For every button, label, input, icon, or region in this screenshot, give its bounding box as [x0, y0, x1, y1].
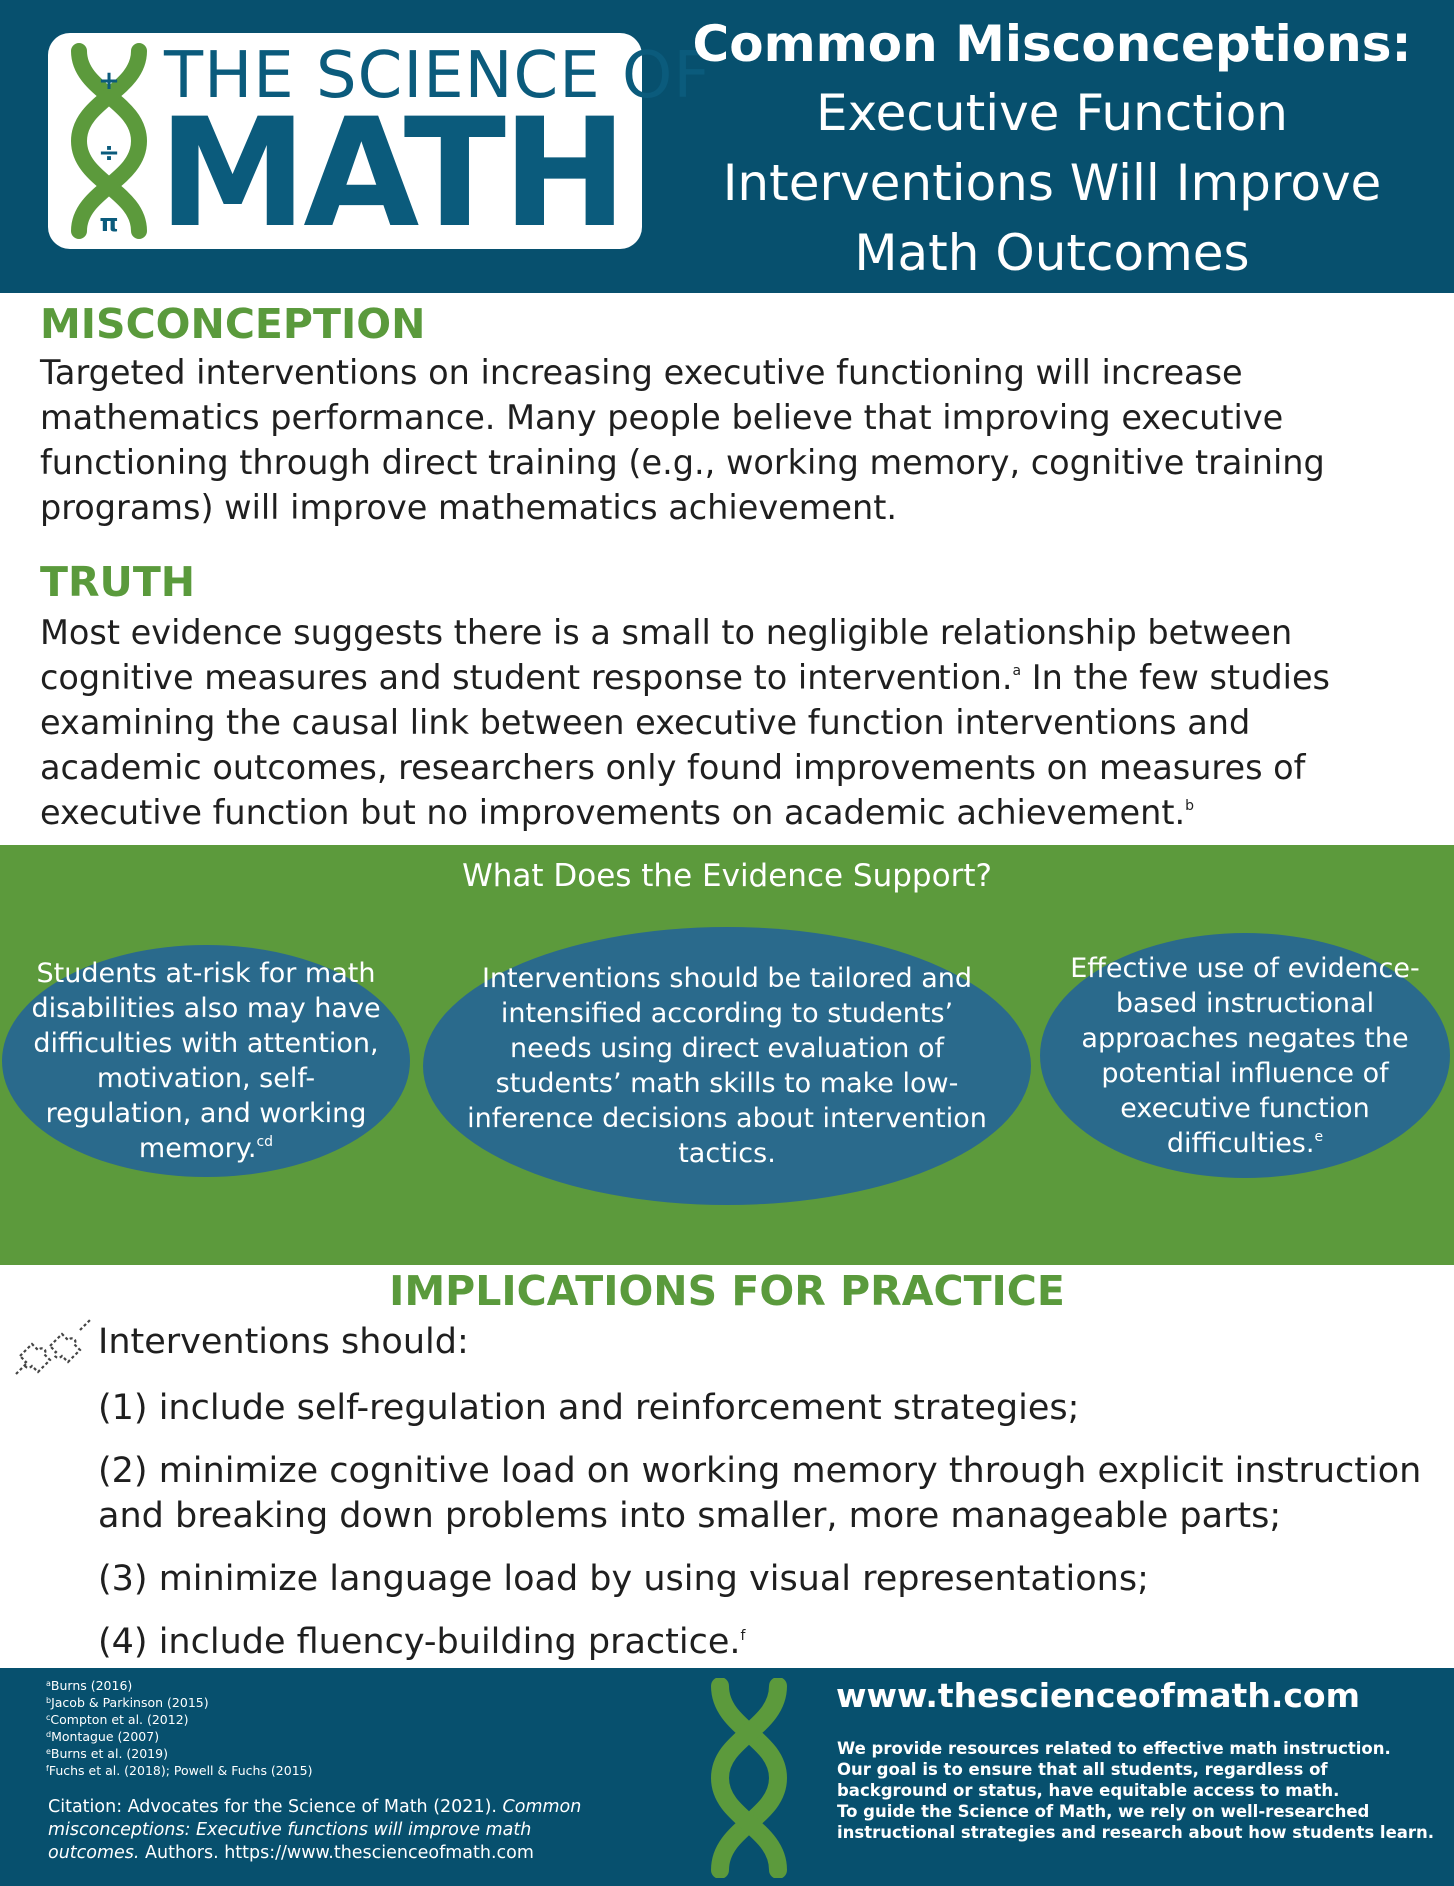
oval-3-footnote: e — [1314, 1128, 1324, 1145]
reference-item: $^d$Montague (2007) — [46, 1729, 160, 1744]
about-text — [837, 1738, 1437, 1843]
about-line-2: Our goal is to ensure that all students, regardless of — [837, 1760, 1328, 1779]
oval-2-text: Interventions should be tailored and intensified according to students’ needs using direct evaluation of students’ math skills to make low-inference decisions about intervention tactics. — [467, 963, 987, 1169]
oval-3-text: Effective use of evidence-based instructional approaches negates the potential influence of executive function difficulties. — [1070, 952, 1420, 1159]
implication-item-1: (1) include self-regulation and reinforcement strategies; — [98, 1388, 1080, 1428]
about-line-3: background or status, have equitable access to math. — [837, 1781, 1340, 1800]
implication-item-4-footnote: f — [740, 1628, 746, 1644]
oval-3-content — [1070, 951, 1420, 1161]
svg-text:+: + — [98, 66, 120, 96]
implications-intro: Interventions should: — [98, 1322, 469, 1362]
misconception-heading: MISCONCEPTION — [40, 300, 426, 348]
title-line-4: Math Outcomes — [854, 224, 1250, 282]
footer-dna-helix-icon — [704, 1678, 794, 1878]
citation-prefix: Citation: Advocates for the Science of Math (2021). — [48, 1797, 503, 1817]
truth-text — [40, 610, 1420, 835]
svg-text:π: π — [99, 209, 119, 237]
evidence-oval-2 — [423, 927, 1031, 1205]
reference-item: $^b$Jacob & Parkinson (2015) — [46, 1695, 209, 1710]
implication-item-2-line-1: (2) minimize cognitive load on working memory through explicit instruction — [98, 1451, 1422, 1491]
oval-1-text: Students at-risk for math disabilities also may have difficulties with attention, motivation, self-regulation, and working memory. — [31, 958, 381, 1164]
citation-title: Common misconceptions: Executive functions will improve math outcomes. — [48, 1797, 582, 1863]
puzzle-icon — [14, 1318, 92, 1386]
truth-text-part-b: In the few studies examining the causal link between executive function interventions and academic outcomes, researchers only found improvements on measures of executive function but no improvements on academic achievement. — [40, 658, 1331, 832]
implications-heading: IMPLICATIONS FOR PRACTICE — [389, 1267, 1065, 1315]
logo-text-line2: MATH — [158, 87, 624, 261]
truth-text-part-a: Most evidence suggests there is a small to negligible relationship between cognitive measures and student response to intervention. — [40, 613, 1293, 697]
title-line-1: Common Misconceptions: — [692, 15, 1412, 73]
reference-item: $^a$Burns (2016) — [46, 1678, 133, 1693]
logo-text-line1: THE SCIENCE OF — [164, 39, 712, 113]
title-line-3: Interventions Will Improve — [722, 154, 1382, 212]
logo — [48, 33, 712, 261]
oval-1-content — [31, 956, 381, 1166]
reference-item: $^c$Compton et al. (2012) — [46, 1712, 189, 1727]
about-line-4: To guide the Science of Math, we rely on well-researched — [837, 1802, 1370, 1821]
reference-item: $^e$Burns et al. (2019) — [46, 1746, 168, 1761]
implication-item-2-line-2: and breaking down problems into smaller, more manageable parts; — [98, 1496, 1282, 1536]
reference-item: $^f$Fuchs et al. (2018); Powell & Fuchs (2015) — [46, 1763, 313, 1778]
about-line-5: instructional strategies and research about how students learn. — [837, 1823, 1435, 1842]
evidence-oval-3 — [1040, 933, 1450, 1178]
citation-suffix: Authors. https://www.thescienceofmath.com — [139, 1843, 534, 1863]
implication-item-4-text: (4) include fluency-building practice. — [98, 1622, 741, 1662]
implication-item-3: (3) minimize language load by using visual representations; — [98, 1559, 1149, 1599]
page-title — [672, 10, 1432, 288]
citation — [48, 1796, 608, 1865]
dna-helix-logo-icon — [64, 41, 154, 241]
title-line-2: Executive Function — [816, 84, 1288, 142]
references-list — [46, 1677, 313, 1779]
implication-item-4 — [98, 1620, 745, 1665]
svg-text:÷: ÷ — [98, 138, 120, 168]
website-link[interactable]: www.thescienceofmath.com — [836, 1676, 1360, 1715]
oval-1-footnote: cd — [256, 1134, 274, 1150]
evidence-title: What Does the Evidence Support? — [462, 858, 992, 894]
evidence-oval-1 — [2, 945, 410, 1177]
truth-heading: TRUTH — [40, 558, 196, 606]
footnote-marker-a: a — [1012, 663, 1022, 679]
misconception-text: Targeted interventions on increasing executive functioning will increase mathematics performance. Many people believe that improving executive functioning through direct training (e.g., working memory, cognitive training programs) will improve mathematics achievement. — [40, 353, 1325, 527]
footnote-marker-b: b — [1185, 798, 1195, 814]
about-line-1: We provide resources related to effective math instruction. — [837, 1739, 1391, 1758]
